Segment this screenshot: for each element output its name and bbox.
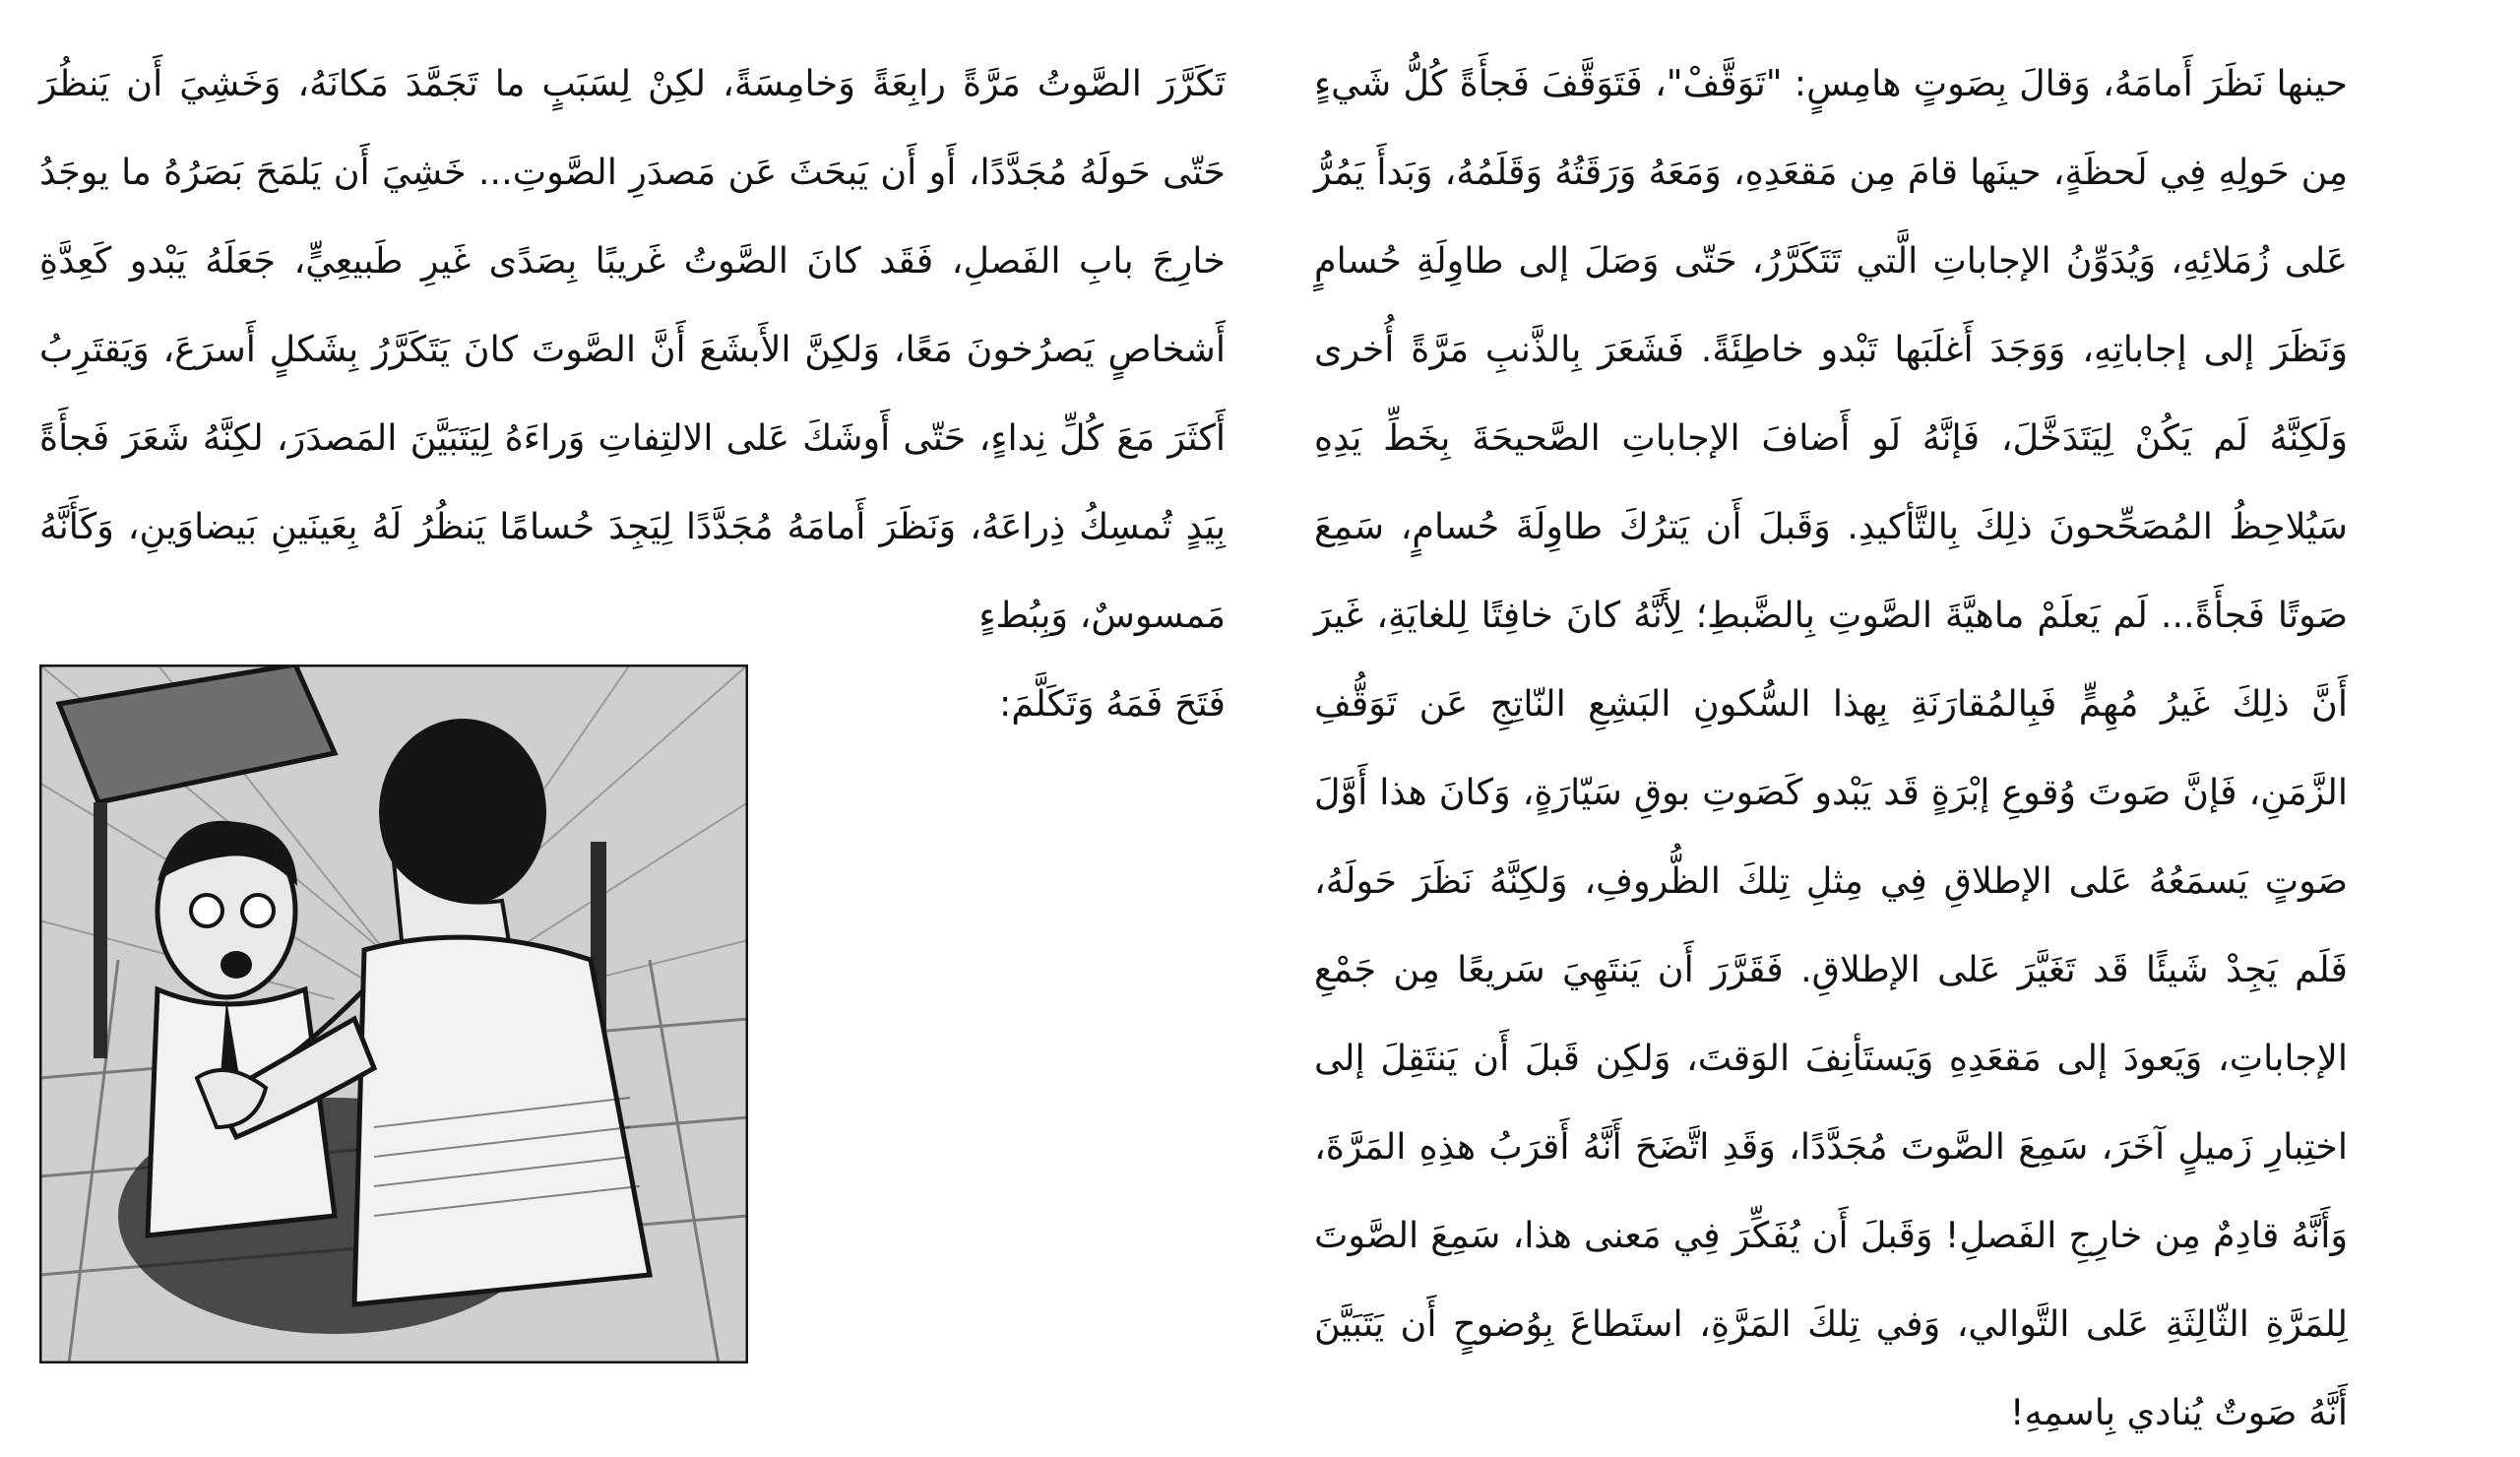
manga-illustration bbox=[39, 665, 748, 1363]
left-page-last-line: فَتَحَ فَمَهُ وَتَكَلَّمَ: bbox=[999, 682, 1226, 725]
left-page-paragraph: تَكَرَّرَ الصَّوتُ مَرَّةً رابِعَةً وَخامِسَةً، لكِنْ لِسَبَبٍ ما تَجَمَّدَ مَكانَهُ، وَخَشِيَ أَن يَنظُرَ حَتّى حَولَهُ مُجَدَّدًا، أَو أَن يَبحَثَ عَن مَصدَرِ الصَّوتِ... خَشِيَ أَن يَلمَحَ بَصَرُهُ ما يوجَدُ خارِجَ بابِ الفَصلِ، فَقَد كانَ الصَّوتُ غَريبًا بِصَدًى غَيرِ طَبيعِيٍّ، جَعَلَهُ يَبْدو كَعِدَّةِ أَشخاصٍ يَصرُخونَ مَعًا، وَلكِنَّ الأَبشَعَ أَنَّ الصَّوتَ كانَ يَتَكَرَّرُ بِشَكلٍ أَسرَعَ، وَيَقتَرِبُ أَكثَرَ مَعَ كُلِّ نِداءٍ، حَتّى أَوشَكَ عَلى الالتِفاتِ وَراءَهُ لِيَتَبَيَّنَ المَصدَرَ، لكِنَّهُ شَعَرَ فَجأَةً بِيَدٍ تُمسِكُ ذِراعَهُ، وَنَظَرَ أَمامَهُ مُجَدَّدًا لِيَجِدَ حُسامًا يَنظُرُ لَهُ بِعَينَينِ بَيضاوَينِ، وَكَأَنَّهُ مَمسوسٌ، وَبِبُطءٍ bbox=[39, 62, 1226, 636]
left-page-bottom-row bbox=[39, 660, 1226, 1363]
manga-illustration-icon bbox=[39, 665, 748, 1363]
right-page-column bbox=[1314, 39, 2348, 1457]
right-page-paragraph: حينها نَظَرَ أَمامَهُ، وَقالَ بِصَوتٍ هامِسٍ: "تَوَقَّفْ"، فَتَوَقَّفَ فَجأَةً كُلُّ شَيءٍ مِن حَولِهِ فِي لَحظَةٍ، حينَها قامَ مِن مَقعَدِهِ، وَمَعَهُ وَرَقَتُهُ وَقَلَمُهُ، وَبَدأَ يَمُرُّ عَلى زُمَلائِهِ، وَيُدَوِّنُ الإجاباتِ الَّتي تَتَكَرَّرُ، حَتّى وَصَلَ إلى طاوِلَةِ حُسامٍ وَنَظَرَ إلى إجاباتِهِ، وَوَجَدَ أَغلَبَها تَبْدو خاطِئَةً. فَشَعَرَ بِالذَّنبِ مَرَّةً أُخرى وَلَكِنَّهُ لَم يَكُنْ لِيَتَدَخَّلَ، فَإنَّهُ لَو أَضافَ الإجاباتِ الصَّحيحَةَ بِخَطِّ يَدِهِ سَيُلاحِظُ المُصَحِّحونَ ذلِكَ بِالتَّأكيدِ. وَقَبلَ أَن يَترُكَ طاوِلَةَ حُسامٍ، سَمِعَ صَوتًا فَجأَةً... لَم يَعلَمْ ماهيَّةَ الصَّوتِ بِالضَّبطِ؛ لِأَنَّهُ كانَ خافِتًا لِلغايَةِ، غَيرَ أَنَّ ذلِكَ غَيرُ مُهِمٍّ فَبِالمُقارَنَةِ بِهذا السُّكونِ البَشِعِ النّاتِجِ عَن تَوَقُّفِ الزَّمَنِ، فَإنَّ صَوتَ وُقوعِ إبْرَةٍ قَد يَبْدو كَصَوتِ بوقِ سَيّارَةٍ، وَكانَ هذا أَوَّلَ صَوتٍ يَسمَعُهُ عَلى الإطلاقِ فِي مِثلِ تِلكَ الظُّروفِ، وَلكِنَّهُ نَظَرَ حَولَهُ، فَلَم يَجِدْ شَيئًا قَد تَغَيَّرَ عَلى الإطلاقِ. فَقَرَّرَ أَن يَنتَهِيَ سَريعًا مِن جَمْعِ الإجاباتِ، وَيَعودَ إلى مَقعَدِهِ وَيَستَأنِفَ الوَقتَ، وَلكِن قَبلَ أَن يَنتَقِلَ إلى اختِبارِ زَميلٍ آخَرَ، سَمِعَ الصَّوتَ مُجَدَّدًا، وَقَدِ اتَّضَحَ أَنَّهُ أَقرَبُ هذِهِ المَرَّةَ، وَأَنَّهُ قادِمٌ مِن خارِجِ الفَصلِ! وَقَبلَ أَن يُفَكِّرَ فِي مَعنى هذا، سَمِعَ الصَّوتَ لِلمَرَّةِ الثّالِثَةِ عَلى التَّوالي، وَفي تِلكَ المَرَّةِ، استَطاعَ بِوُضوحٍ أَن يَتَبَيَّنَ أَنَّهُ صَوتٌ يُنادي بِاسمِهِ! bbox=[1314, 62, 2348, 1433]
left-page-column bbox=[39, 39, 1226, 1363]
